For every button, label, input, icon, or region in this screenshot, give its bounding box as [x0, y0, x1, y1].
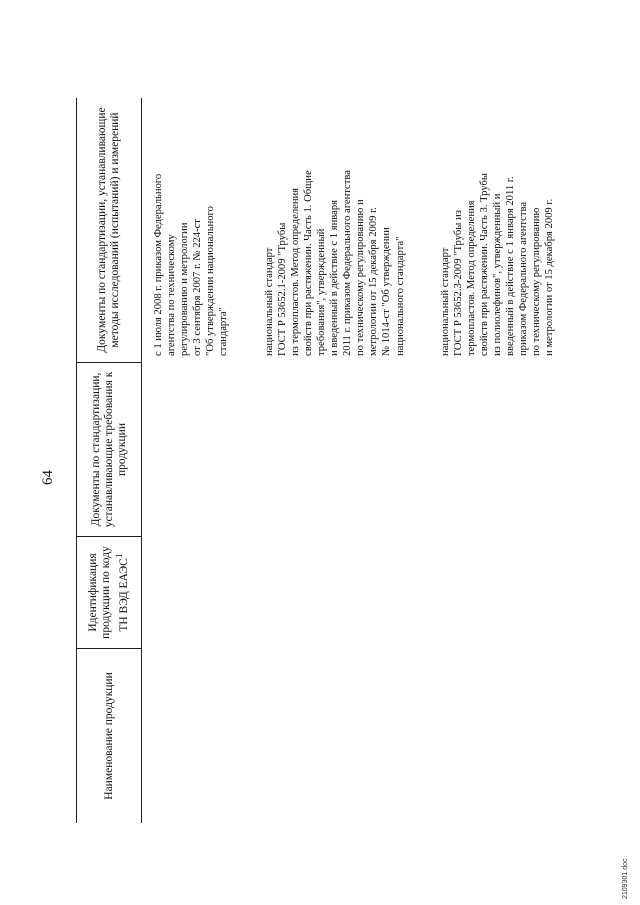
cell-requirements-docs	[142, 362, 556, 536]
header-methods-docs: Документы по стандартизации, устанавливающие методы исследований (испытаний) и измерений	[96, 107, 121, 353]
cell-tn-ved-code	[142, 536, 556, 648]
methods-paragraph: национальный стандарт ГОСТ Р 53652.1-2009 "Трубы из термопластов. Метод определения свойств при растяжении. Часть 1. Общие требования", утвержденный и введенный в действие с 1 января 2011 г. приказом Федерального агентства по техническому регулированию и метрологии от 15 декабря 2009 г. № 1014-ст "Об утверждении национального стандарта"	[263, 170, 406, 356]
header-product-name: Наименование продукции	[77, 648, 141, 823]
standards-table	[76, 98, 556, 823]
cell-product-name	[142, 648, 556, 823]
footer-filename: 2109301.doc	[622, 858, 629, 899]
table-row	[142, 98, 556, 823]
header-requirements-docs: Документы по стандартизации, устанавливающие требования к продукции	[77, 362, 141, 536]
table-header-row	[77, 98, 142, 823]
methods-paragraph: национальный стандарт ГОСТ Р 53652.3-2009 "Трубы из термопластов. Метод определения свойств при растяжении. Часть 3. Трубы из полиолефинов", утвержденный и введенный в действие с 1 января 2011 г. приказом Федерального агентства по техническому регулированию и метрологии от 15 декабря 2009 г.	[439, 173, 556, 356]
page-number: 64	[40, 470, 56, 485]
cell-methods-docs	[142, 98, 556, 362]
header-tn-ved-code: Идентификация продукции по коду ТН ВЭД ЕАЭС$^1$	[77, 536, 141, 648]
footnote-mark: 1	[114, 553, 126, 559]
methods-paragraph: с 1 июля 2008 г. приказом Федерального агентства по техническому регулированию и метрологии от 3 сентября 2007 г. № 224-ст "Об утверждении национального стандарта"	[153, 173, 230, 356]
